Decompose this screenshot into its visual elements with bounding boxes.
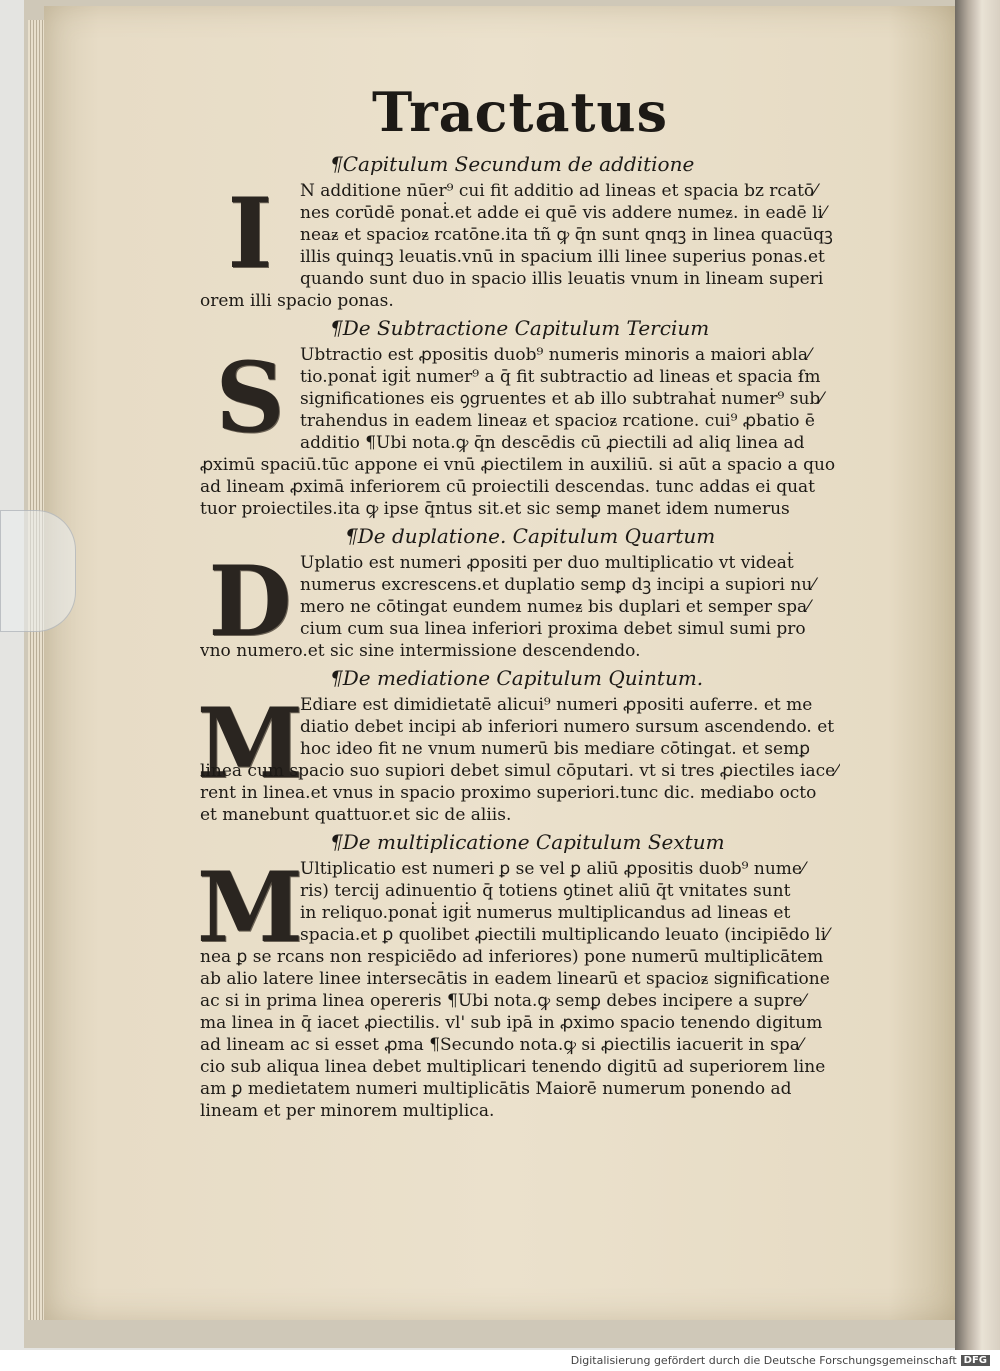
page-clip (0, 510, 76, 632)
text-line: additio ¶Ubi nota.ꝙ q̄n descēdis cū ꝓiectili ad aliq linea ad (300, 433, 805, 453)
page-text (196, 80, 840, 1124)
section-body (200, 341, 840, 520)
footer-bar (0, 1350, 1000, 1371)
text-line: ma linea in q̄ iacet ꝓiectilis. vl' sub ipā in ꝓximo spacio tenendo digitum (200, 1013, 823, 1033)
text-line: et manebunt quattuor.et sic de aliis. (200, 805, 512, 825)
section-duplatione (200, 522, 840, 662)
section-additione (200, 150, 840, 312)
funding-credit: Digitalisierung gefördert durch die Deutsche Forschungsgemeinschaft (570, 1354, 957, 1367)
section-heading: ¶De mediatione Capitulum Quintum. (330, 666, 704, 690)
text-line: cium cum sua linea inferiori proxima debet simul sumi pro (300, 619, 806, 639)
text-line: Ultiplicatio est numeri ꝑ se vel ꝑ aliū ꝓpositis duob⁹ nume⁄ (300, 859, 805, 879)
text-line: vno numero.et sic sine intermissione descendendo. (200, 641, 641, 661)
decorated-initial: M (196, 687, 304, 800)
paragraph-text (200, 344, 840, 520)
text-line: N additione nūer⁹ cui fit additio ad lineas et spacia bz rcatō⁄ (300, 181, 817, 201)
paragraph-text (200, 858, 840, 1122)
text-line: hoc ideo fit ne vnum numerū bis mediare cōtingat. et semꝑ (300, 739, 810, 759)
text-line: tuor proiectiles.ita ꝙ ipse q̄ntus sit.et sic semꝑ manet idem numerus (200, 499, 790, 519)
section-heading: ¶De duplatione. Capitulum Quartum (345, 524, 716, 548)
text-line: am ꝑ medietatem numeri multiplicātis Maiorē numerum ponendo ad (200, 1079, 792, 1099)
text-line: ad lineam ꝓximā inferiorem cū proiectili descendas. tunc addas ei quat (200, 477, 816, 497)
text-line: Uplatio est numeri ꝓpositi per duo multiplicatio vt videaṫ (300, 553, 794, 573)
text-line: mero ne cōtingat eundem numeᵶ bis duplari et semper spa⁄ (300, 597, 810, 617)
text-line: linea cum spacio suo supiori debet simul cōputari. vt si tres ꝓiectiles iace⁄ (200, 761, 838, 781)
text-line: ad lineam ac si esset ꝓma ¶Secundo nota.ꝙ si ꝓiectilis iacuerit in spa⁄ (200, 1035, 803, 1055)
book-gutter (955, 0, 1000, 1350)
text-line: neaᵶ et spacioᵶ rcatōne.ita tñ ꝙ q̄n sunt qnqꝫ in linea quacūqꝫ (300, 225, 833, 245)
decorated-initial: I (227, 177, 273, 290)
paragraph-text (200, 180, 840, 312)
text-line: trahendus in eadem lineaᵶ et spacioᵶ rcatione. cui⁹ ꝓbatio ē (300, 411, 815, 431)
text-line: lineam et per minorem multiplica. (200, 1101, 495, 1121)
decorated-initial: M (196, 851, 304, 964)
text-line: ris) tercij adinuentio q̄ totiens ꝯtinet aliū q̄t vnitates sunt (300, 881, 791, 901)
section-body (196, 687, 840, 826)
section-body (200, 177, 840, 312)
text-line: rent in linea.et vnus in spacio proximo superiori.tunc dic. mediabo octo (200, 783, 817, 803)
section-heading: ¶De Subtractione Capitulum Tercium (330, 316, 710, 340)
text-line: nea ꝑ se rcans non respiciēdo ad inferiores) pone numerū multiplicātem (200, 947, 824, 967)
text-line: Ubtractio est ꝓpositis duob⁹ numeris minoris a maiori abla⁄ (300, 345, 811, 365)
text-line: diatio debet incipi ab inferiori numero sursum ascendendo. et (300, 717, 835, 737)
section-body (196, 851, 840, 1122)
text-line: Ediare est dimidietatē alicui⁹ numeri ꝓpositi auferre. et me (300, 695, 813, 715)
text-line: tio.ponaṫ igiṫ numer⁹ a q̄ fit subtractio ad lineas et spacia ẜm (300, 367, 821, 387)
dfg-logo: DFG (961, 1355, 990, 1366)
section-heading: ¶De multiplicatione Capitulum Sextum (330, 830, 725, 854)
text-line: in reliquo.ponaṫ igiṫ numerus multiplicandus ad lineas et (300, 903, 791, 923)
text-line: orem illi spacio ponas. (200, 291, 394, 311)
text-line: ab alio latere linee intersecātis in eadem linearū et spacioᵶ significatione (200, 969, 830, 989)
text-line: significationes eis ꝯgruentes et ab illo subtrahaṫ numer⁹ sub⁄ (300, 389, 824, 409)
section-heading: ¶Capitulum Secundum de additione (330, 152, 695, 176)
text-line: numerus excrescens.et duplatio semꝑ dꝫ incipi a supiori nu⁄ (300, 575, 816, 595)
text-line: spacia.et ꝑ quolibet ꝓiectili multiplicando leuato (incipiēdo li⁄ (300, 925, 829, 945)
paragraph-text (200, 552, 840, 662)
text-line: ꝓximū spaciū.tūc appone ei vnū ꝓiectilem in auxiliū. si aūt a spacio a quo (200, 455, 836, 475)
section-multiplicatione (196, 828, 840, 1122)
page-title: Tractatus (371, 80, 669, 144)
text-line: quando sunt duo in spacio illis leuatis vnum in lineam superi (300, 269, 824, 289)
text-line: nes corūdē ponaṫ.et adde ei quē vis addere numeᵶ. in eadē li⁄ (300, 203, 826, 223)
text-line: ac si in prima linea opereris ¶Ubi nota.ꝙ semꝑ debes incipere a supre⁄ (200, 991, 806, 1011)
decorated-initial: D (208, 545, 292, 658)
section-body (200, 545, 840, 662)
section-subtractione (200, 314, 840, 520)
section-mediatione (196, 664, 840, 826)
text-line: cio sub aliqua linea debet multiplicari tenendo digitū ad superiorem line (200, 1057, 826, 1077)
text-line: illis quinqꝫ leuatis.vnū in spacium illi linee superius ponas.et (300, 247, 825, 267)
decorated-initial: S (215, 341, 285, 454)
paragraph-text (200, 694, 840, 826)
